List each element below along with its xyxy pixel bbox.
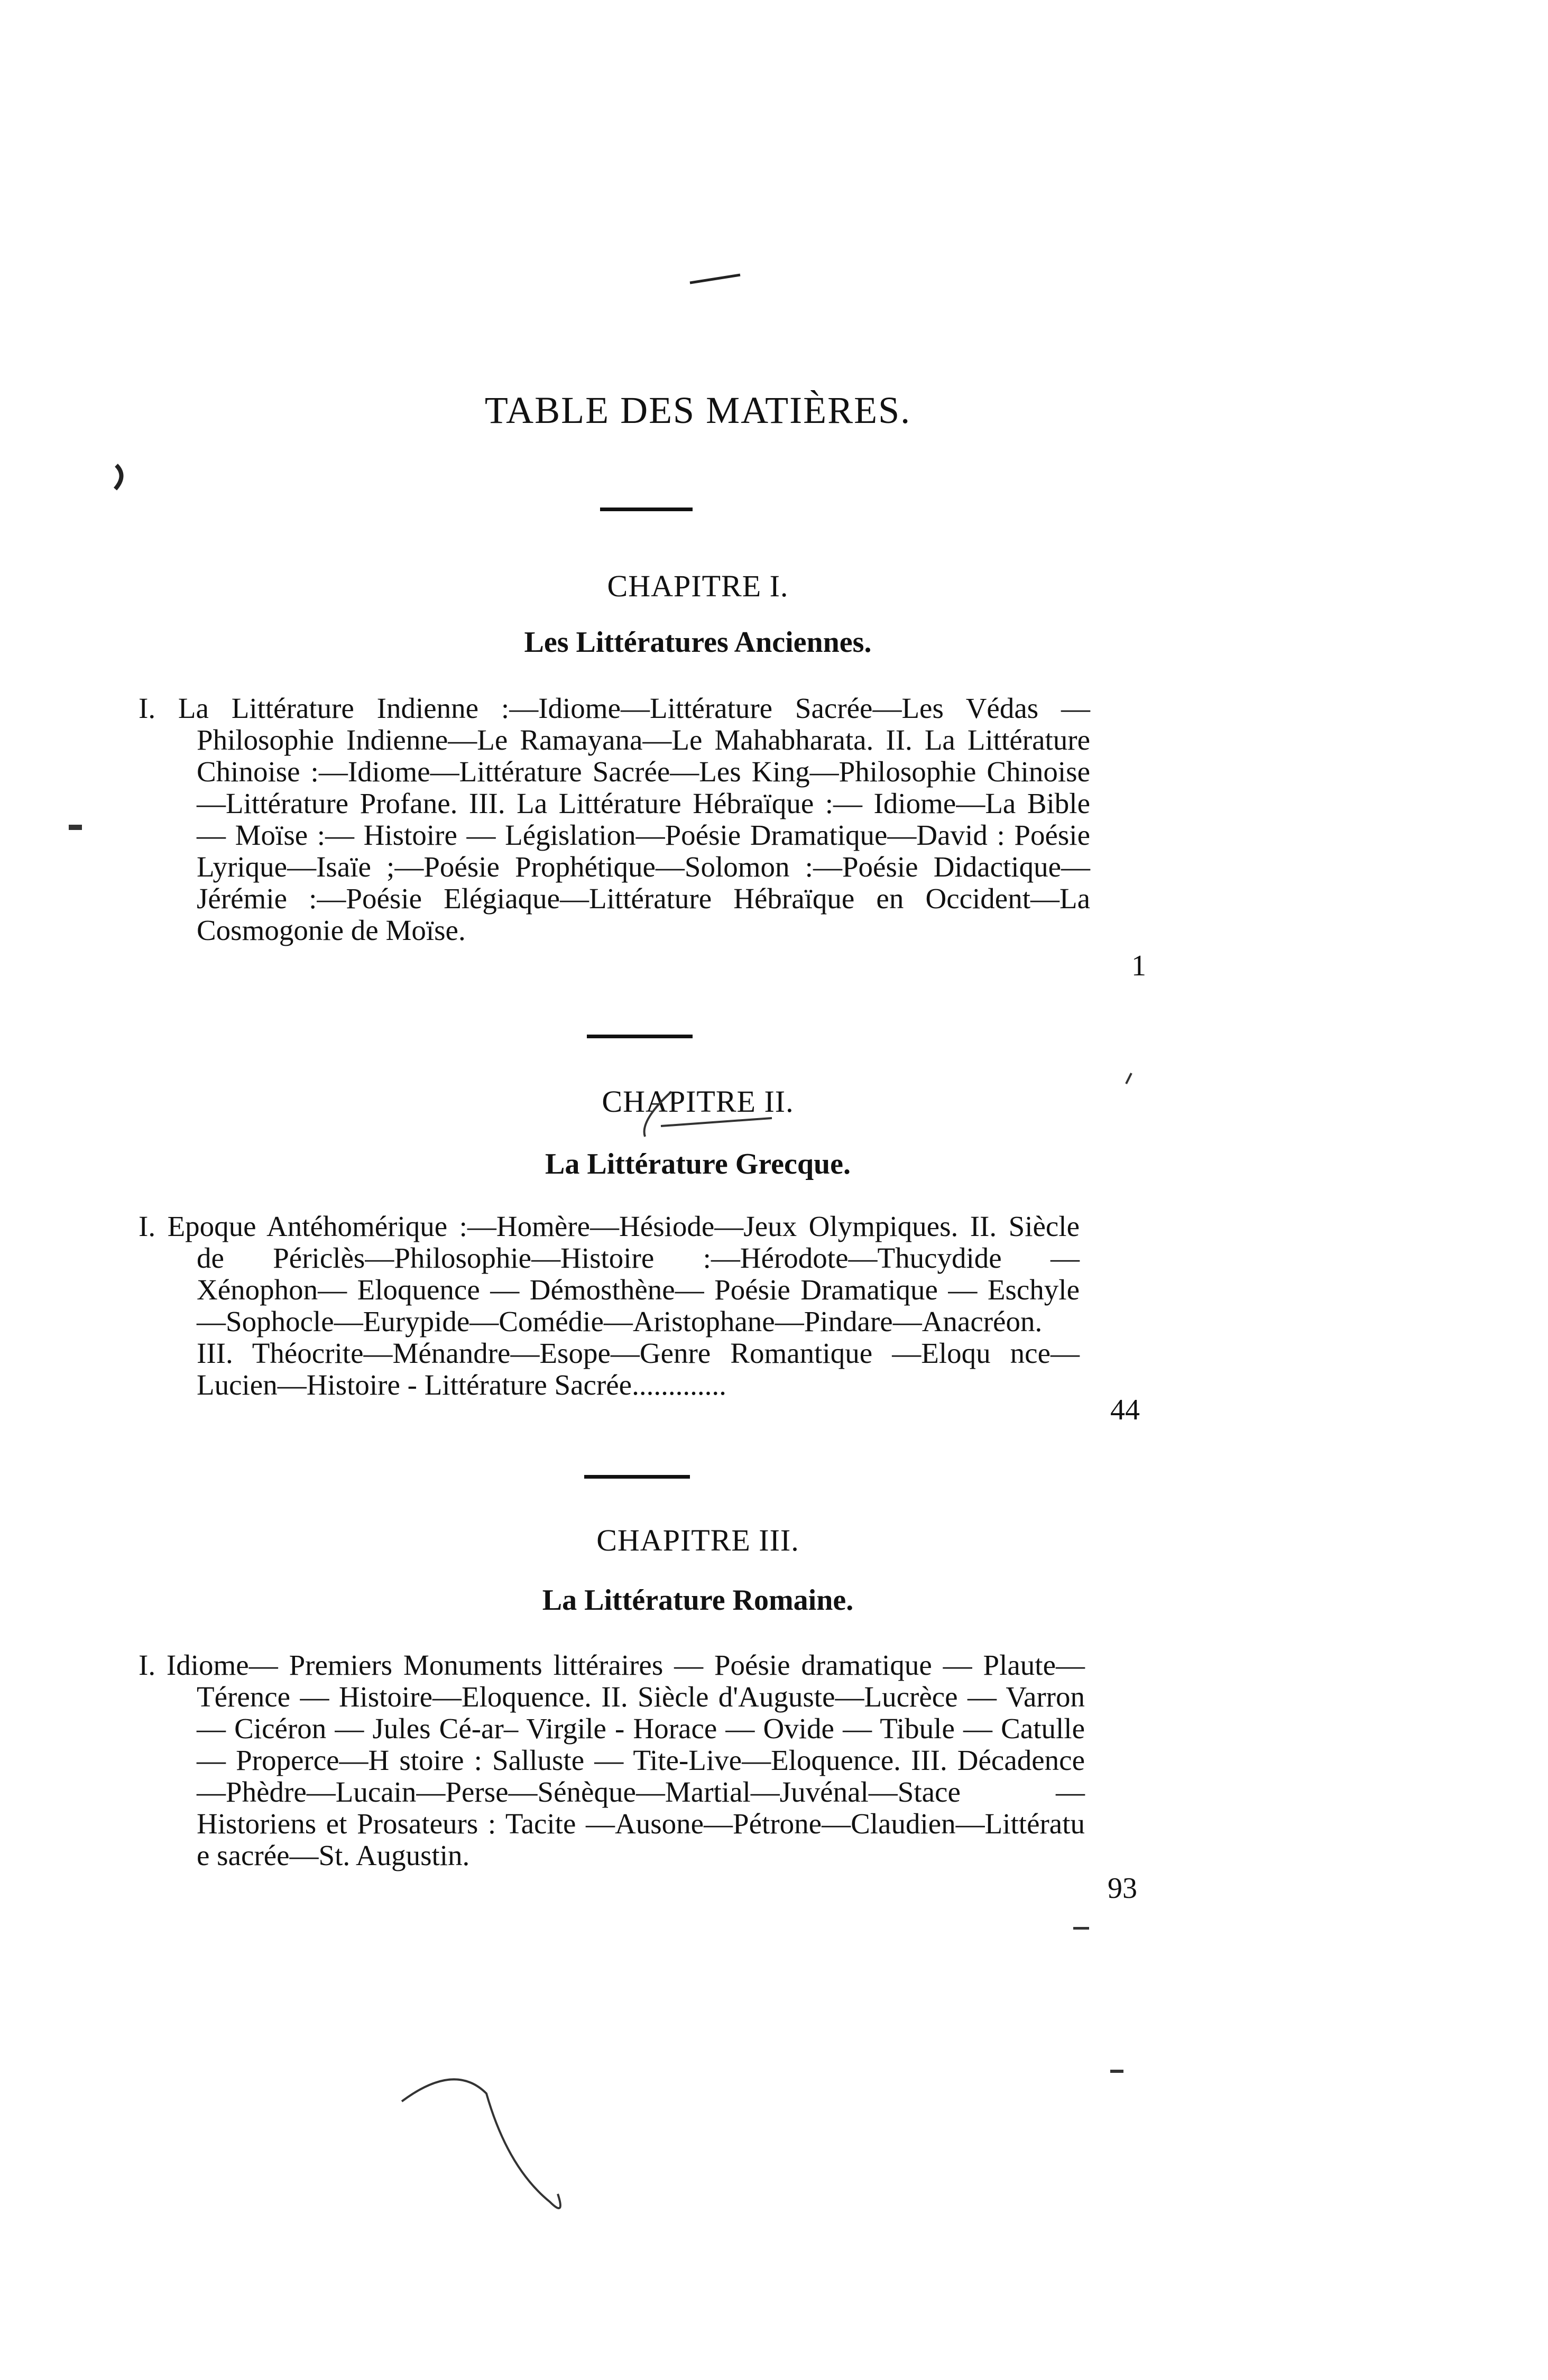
pen-stroke-chapter-2 — [644, 1092, 671, 1137]
chapter-2-heading: CHAPITRE II. — [602, 1084, 794, 1119]
dash-mark — [1073, 1927, 1089, 1930]
chapter-3-heading: CHAPITRE III. — [596, 1523, 799, 1557]
pen-stroke-bracket — [115, 465, 122, 489]
dash-mark — [1110, 2070, 1123, 2073]
chapter-1-subtitle: Les Littératures Anciennes. — [524, 626, 872, 659]
chapter-3-entry: I. Idiome— Premiers Monuments littéraires — Poésie dramatique — Plaute—Térence — Histoire—Eloquence. II. Siècle d'Auguste—Lucrèce — Varron — Cicéron — Jules Cé-ar– Virgile - Horace — Ovide — Tibule — Catulle — Properce—H stoire : Salluste — Tite-Live—Eloquence. III. Décadence—Phèdre—Lucain—Perse—Sénèque—Martial—Juvénal—Stace — Historiens et Prosateurs : Tacite —Ausone—Pétrone—Claudien—Littératu e sacrée—St. Augustin. — [139, 1649, 1085, 1871]
pen-stroke-right — [1126, 1073, 1131, 1084]
chapter-3-subtitle: La Littérature Romaine. — [542, 1584, 854, 1617]
chapter-1-page-number: 1 — [1131, 949, 1146, 982]
chapter-1-heading: CHAPITRE I. — [607, 569, 789, 603]
chapter-2-subtitle: La Littérature Grecque. — [545, 1148, 851, 1180]
chapter-1-entry: I. La Littérature Indienne :—Idiome—Littérature Sacrée—Les Védas —Philosophie Indienne—Le Ramayana—Le Mahabharata. II. La Littérature Chinoise :—Idiome—Littérature Sacrée—Les King—Philosophie Chinoise—Littérature Profane. III. La Littérature Hébraïque :— Idiome—La Bible — Moïse :— Histoire — Législation—Poésie Dramatique—David : Poésie Lyrique—Isaïe ;—Poésie Prophétique—Solomon :—Poésie Didactique—Jérémie :—Poésie Elégiaque—Littérature Hébraïque en Occident—La Cosmogonie de Moïse. — [139, 692, 1090, 946]
pen-stroke-bottom — [402, 2079, 560, 2208]
pen-stroke-chapter-2-b — [661, 1118, 772, 1126]
pen-stroke-top — [690, 275, 740, 283]
dash-mark — [69, 825, 82, 830]
chapter-2-page-number: 44 — [1110, 1394, 1140, 1426]
page-title: TABLE DES MATIÈRES. — [484, 389, 911, 431]
chapter-2-entry: I. Epoque Antéhomérique :—Homère—Hésiode—Jeux Olympiques. II. Siècle de Périclès—Philosophie—Histoire :—Hérodote—Thucydide — Xénophon— Eloquence — Démosthène— Poésie Dramatique — Eschyle—Sophocle—Eurypide—Comédie—Aristophane—Pindare—Anacréon. III. Théocrite—Ménandre—Esope—Genre Romantique —Eloqu nce—Lucien—Histoire - Littérature Sacrée............. — [139, 1210, 1080, 1401]
chapter-3-page-number: 93 — [1108, 1872, 1137, 1905]
